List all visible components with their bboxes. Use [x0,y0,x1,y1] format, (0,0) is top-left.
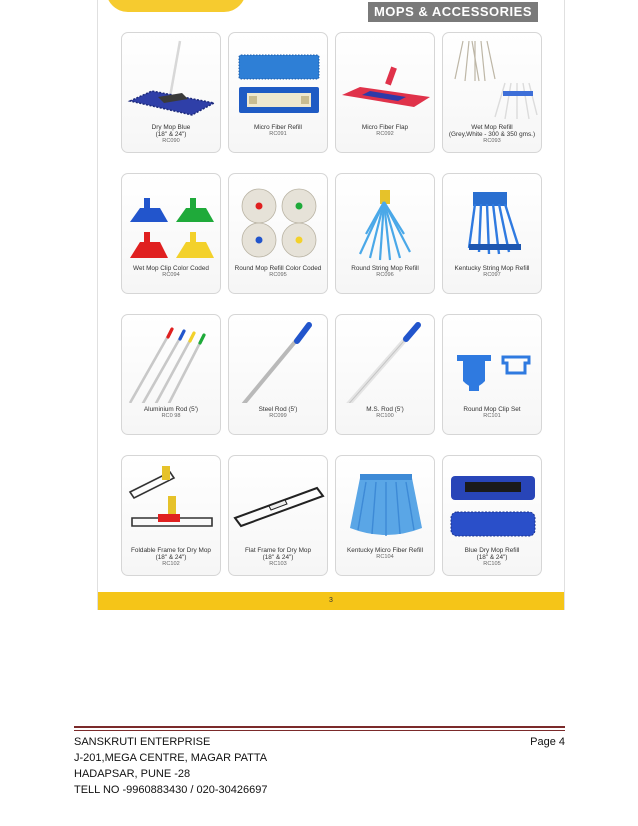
product-code: RC101 [483,413,501,419]
catalog-page-number: 3 [98,592,564,610]
company-name: SANSKRUTI ENTERPRISE [74,736,211,748]
product-code: RC102 [162,561,180,567]
product-name: Round String Mop Refill [351,265,419,272]
foldable-frame-icon [122,456,221,544]
wet-mop-refill-icon [443,33,542,121]
product-name: Blue Dry Mop Refill (18" & 24") [464,547,520,561]
product-card [228,173,328,294]
product-name: Micro Fiber Refill [254,124,302,131]
product-card [335,32,435,153]
ms-rod-icon [336,315,435,403]
kentucky-mop-icon [443,174,542,262]
blue-dry-mop-refill-icon [443,456,542,544]
product-grid [121,32,543,576]
product-code: RC099 [269,413,287,419]
product-code: RC094 [162,272,180,278]
product-code: RC090 [162,138,180,144]
product-card [442,32,542,153]
footer-divider-thin [74,730,565,731]
round-clip-set-icon [443,315,542,403]
phone-numbers: TELL NO -9960883430 / 020-30426697 [74,784,268,796]
product-name: Wet Mop Refill (Grey,White - 300 & 350 gms.) [448,124,536,138]
round-mop-refill-icon [229,174,328,262]
micro-fiber-flap-icon [336,33,435,121]
string-mop-icon [336,174,435,262]
product-card [228,455,328,576]
product-card [335,314,435,435]
product-card [442,173,542,294]
product-card [121,455,221,576]
product-name: Wet Mop Clip Color Coded [133,265,209,272]
product-code: RC095 [269,272,287,278]
product-name: M.S. Rod (5') [366,406,404,413]
footer-divider [74,726,565,728]
product-name: Round Mop Refill Color Coded [234,265,322,272]
page-label: Page 4 [530,736,565,748]
flat-frame-icon [229,456,328,544]
product-card [121,32,221,153]
product-name: Aluminium Rod (5') [143,406,199,413]
product-code: RC096 [376,272,394,278]
catalog-page [97,0,565,610]
product-code: RC097 [483,272,501,278]
address-line-1: J-201,MEGA CENTRE, MAGAR PATTA [74,752,268,764]
product-code: RC0 98 [161,413,181,419]
product-name: Kentucky String Mop Refill [454,265,530,272]
product-card [335,173,435,294]
product-name: Flat Frame for Dry Mop (18" & 24") [244,547,312,561]
steel-rod-icon [229,315,328,403]
product-code: RC103 [269,561,287,567]
product-name: Steel Rod (5') [258,406,298,413]
product-code: RC104 [376,554,394,560]
catalog-section-title: MOPS & ACCESSORIES [368,2,538,22]
aluminium-rods-icon [122,315,221,403]
product-name: Micro Fiber Flap [361,124,409,131]
product-name: Kentucky Micro Fiber Refill [347,547,423,554]
mop-clip-color-icon [122,174,221,262]
product-card [335,455,435,576]
product-name: Round Mop Clip Set [463,406,521,413]
product-name: Dry Mop Blue (18" & 24") [151,124,191,138]
product-card [442,455,542,576]
product-card [228,314,328,435]
product-card [121,173,221,294]
dry-mop-icon [122,33,221,121]
product-code: RC093 [483,138,501,144]
product-code: RC092 [376,131,394,137]
micro-fiber-refill-icon [229,33,328,121]
product-card [121,314,221,435]
product-code: RC100 [376,413,394,419]
product-name: Foldable Frame for Dry Mop (18" & 24") [131,547,211,561]
product-card [442,314,542,435]
yellow-swoosh-decoration [106,0,246,12]
product-code: RC091 [269,131,287,137]
product-card [228,32,328,153]
document-footer [74,726,565,798]
product-code: RC105 [483,561,501,567]
kentucky-microfiber-icon [336,456,435,544]
address-line-2: HADAPSAR, PUNE -28 [74,768,191,780]
